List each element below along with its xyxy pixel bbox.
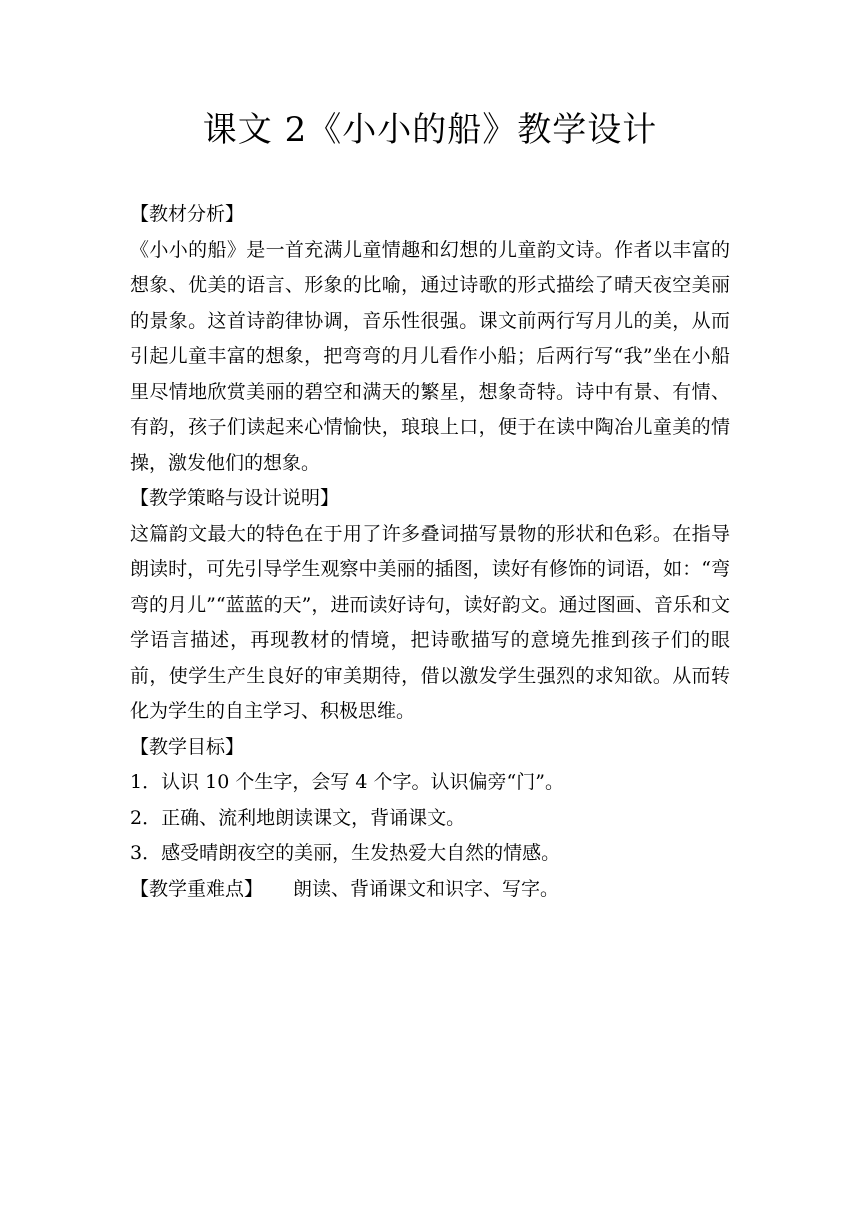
section-heading-key-points: 【教学重难点】	[130, 877, 264, 900]
objective-item-2: 2．正确、流利地朗读课文，背诵课文。	[130, 806, 466, 829]
page-title: 课文 2《小小的船》教学设计	[202, 110, 658, 150]
section-heading-material-analysis: 【教材分析】	[130, 203, 245, 225]
objective-item-3: 3．感受晴朗夜空的美丽，生发热爱大自然的情感。	[130, 842, 561, 864]
objective-item-1: 1．认识 10 个生字，会写 4 个字。认识偏旁“门”。	[130, 771, 564, 793]
section-heading-objectives: 【教学目标】	[130, 735, 245, 758]
key-points-line	[130, 872, 730, 908]
paragraph-material-analysis: 《小小的船》是一首充满儿童情趣和幻想的儿童韵文诗。作者以丰富的想象、优美的语言、形象的比喻，通过诗歌的形式描绘了晴天夜空美丽的景象。这首诗韵律协调，音乐性很强。课文前两行写月儿的美，从而引起儿童丰富的想象，把弯弯的月儿看作小船；后两行写“我”坐在小船里尽情地欣赏美丽的碧空和满天的繁星，想象奇特。诗中有景、有情、有韵，孩子们读起来心情愉快，琅琅上口，便于在读中陶冶儿童美的情操，激发他们的想象。	[130, 238, 730, 474]
document-body	[130, 197, 730, 907]
section-heading-strategy: 【教学策略与设计说明】	[130, 487, 340, 509]
paragraph-strategy: 这篇韵文最大的特色在于用了许多叠词描写景物的形状和色彩。在指导朗读时，可先引导学生观察中美丽的插图，读好有修饰的词语，如：“弯弯的月儿”“蓝蓝的天”，进而读好诗句，读好韵文。通过图画、音乐和文学语言描述，再现教材的情境，把诗歌描写的意境先推到孩子们的眼前，使学生产生良好的审美期待，借以激发学生强烈的求知欲。从而转化为学生的自主学习、积极思维。	[130, 522, 730, 722]
key-points-text: 朗读、背诵课文和识字、写字。	[293, 877, 560, 900]
